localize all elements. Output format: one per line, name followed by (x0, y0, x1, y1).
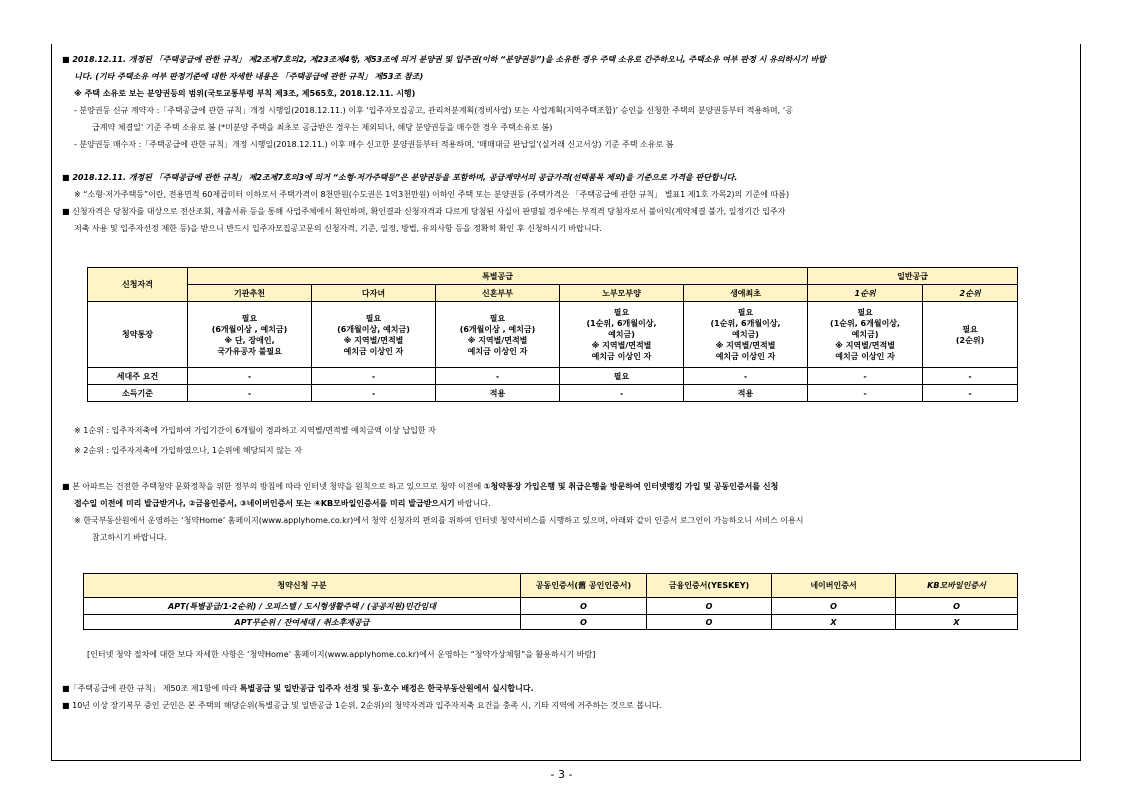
page-number: - 3 - (550, 768, 573, 781)
rank1-note: ※ 1순위 : 입주자저축에 가입하여 가입기간이 6개월이 경과하고 지역별/면적별 예치금액 이상 납입한 자 (74, 426, 436, 435)
notice1-line1: ■ 2018.12.11. 개정된 「주택공급에 관한 규칙」 제2조제7호의2, 제23조제4항, 제53조에 의거 분양권 및 입주권(이하 “분양권등”)을 소유한 경우 주택 소유로 간주하오니, 주택소유 여부 판정 시 유의하시기 바랍 (62, 55, 826, 64)
cert-cell: O (896, 598, 1018, 615)
notice2-line1: ■ 2018.12.11. 개정된 「주택공급에 관한 규칙」 제2조제7호의3에 의거 “소형·저가주택등”은 분양권등을 포함하며, 공급계약서의 공급가격(선택품목 제외)을 기준으로 가격을 판단합니다. (62, 173, 738, 182)
table-cell: - (808, 368, 923, 385)
cert-header: 금융인증서(YESKEY) (647, 574, 772, 598)
table-cell: 필요 (1순위, 6개월이상, 예치금) ※ 지역별/면적별 예치금 이상인 자 (560, 302, 684, 368)
table-cell: 필요 (1순위, 6개월이상, 예치금) ※ 지역별/면적별 예치금 이상인 자 (808, 302, 923, 368)
table-cell: 적용 (684, 385, 808, 402)
col-header: 다자녀 (312, 285, 436, 302)
col-header: 신혼부부 (436, 285, 560, 302)
row-label: 세대주 요건 (88, 368, 188, 385)
applyhome-note: [인터넷 청약 절차에 대한 보다 자세한 사항은 ‘청약Home’ 홈페이지(www.applyhome.co.kr)에서 운영하는 “청약가상체험”을 활용하시기 바람] (87, 650, 596, 659)
cert-row-label: APT(특별공급/1·2순위) / 오피스텔 / 도시형생활주택 / (공공지원)민간임대 (84, 598, 521, 615)
table-cell: 필요 (6개월이상, 예치금) ※ 지역별/면적별 예치금 이상인 자 (312, 302, 436, 368)
rank2-note: ※ 2순위 : 입주자저축에 가입하였으나, 1순위에 해당되지 않는 자 (74, 446, 302, 455)
col-header: 노부모부양 (560, 285, 684, 302)
notice1-line6: - 분양권등 매수자 :「주택공급에 관한 규칙」개정 시행일(2018.12.11.) 이후 매수 신고한 분양권등부터 적용하며, ‘매매대금 완납일’(실거래 신고서상) 기준 주택 소유로 봄 (74, 140, 674, 149)
notice1-line5: 급계약 체결일’ 기준 주택 소유로 봄 (*미분양 주택을 최초로 공급받은 경우는 제외되나, 해당 분양권등을 매수한 경우 주택소유로 봄) (92, 123, 553, 132)
row-label: 소득기준 (88, 385, 188, 402)
table-cell: - (436, 368, 560, 385)
cert-header: KB모바일인증서 (896, 574, 1018, 598)
table-cell: 필요 (2순위) (923, 302, 1018, 368)
col-header: 2순위 (923, 285, 1018, 302)
notice3-line1: ■ 본 아파트는 건전한 주택청약 문화정착을 위한 정부의 방침에 따라 인터넷 청약을 원칙으로 하고 있으므로 청약 이전에 ①청약통장 가입은행 및 취급은행을 방문하여 인터넷뱅킹 가입 및 공동인증서를 신청 (62, 482, 779, 491)
table-cell: - (188, 385, 312, 402)
cert-cell: O (647, 615, 772, 630)
notice3-line3: ※ 한국부동산원에서 운영하는 ‘청약Home’ 홈페이지(www.applyhome.co.kr)에서 청약 신청자의 편의를 위하여 인터넷 청약서비스를 시행하고 있으며, 아래와 같이 인증서 로그인이 가능하오니 서비스 이용시 (74, 516, 804, 525)
cert-header: 청약신청 구분 (84, 574, 521, 598)
table-cell: - (560, 385, 684, 402)
notice4-line1: ■「주택공급에 관한 규칙」 제50조 제1항에 따라 특별공급 및 일반공급 입주자 선정 및 동·호수 배정은 한국부동산원에서 실시합니다. (62, 684, 534, 693)
notice1-line2: 니다. (기타 주택소유 여부 판정기준에 대한 자세한 내용은 「주택공급에 관한 규칙」 제53조 참조) (74, 72, 424, 81)
table-cell: - (312, 368, 436, 385)
table-cell: - (684, 368, 808, 385)
notice3-line2: 접수일 이전에 미리 발급받거나, ②금융인증서, ③네이버인증서 또는 ④KB모바일인증서를 미리 발급받으시기 바랍니다. (74, 499, 491, 508)
table-cell: - (923, 368, 1018, 385)
table-cell: 적용 (436, 385, 560, 402)
notice3-line4: 참고하시기 바랍니다. (92, 533, 167, 542)
col-header: 생애최초 (684, 285, 808, 302)
table-cell: 필요 (6개월이상 , 예치금) ※ 단, 장애인, 국가유공자 불필요 (188, 302, 312, 368)
notice4-line2: ■ 10년 이상 장기복무 중인 군인은 본 주택의 해당순위(특별공급 및 일반공급 1순위, 2순위)의 청약자격과 입주자저축 요건을 충족 시, 기타 지역에 거주하는 것으로 봅니다. (62, 701, 663, 710)
certificate-table (83, 573, 1018, 630)
row-label: 청약통장 (88, 302, 188, 368)
table-cell: - (312, 385, 436, 402)
notice2-line2: ※ “소형·저가주택등”이란, 전용면적 60제곱미터 이하로서 주택가격이 8천만원(수도권은 1억3천만원) 이하인 주택 또는 분양권등 (주택가격은 「주택공급에 관한 규칙」 별표1 제1호 가목2)의 기준에 따름) (74, 190, 790, 199)
cert-cell: X (896, 615, 1018, 630)
eligibility-table (87, 267, 1018, 402)
table-cell: 필요 (560, 368, 684, 385)
table-cell: 필요 (6개월이상 , 예치금) ※ 지역별/면적별 예치금 이상인 자 (436, 302, 560, 368)
cert-cell: O (772, 598, 896, 615)
table-cell: 필요 (1순위, 6개월이상, 예치금) ※ 지역별/면적별 예치금 이상인 자 (684, 302, 808, 368)
cert-cell: O (521, 598, 647, 615)
cert-row-label: APT무순위 / 잔여세대 / 취소후재공급 (84, 615, 521, 630)
col-header: 기관추천 (188, 285, 312, 302)
notice2-line4: 저축 사용 및 입주자선정 제한 등)을 받으니 반드시 입주자모집공고문의 신청자격, 기준, 일정, 방법, 유의사항 등을 정확히 확인 후 신청하시기 바랍니다. (74, 224, 602, 233)
cert-header: 네이버인증서 (772, 574, 896, 598)
general-supply-header: 일반공급 (808, 268, 1018, 285)
cert-cell: X (772, 615, 896, 630)
cert-cell: O (521, 615, 647, 630)
table-cell: - (923, 385, 1018, 402)
table-cell: - (808, 385, 923, 402)
notice2-line3: ■ 신청자격은 당첨자를 대상으로 전산조회, 제출서류 등을 통해 사업주체에서 확인하며, 확인결과 신청자격과 다르게 당첨된 사실이 판명될 경우에는 부적격 당첨자로서 불이익(계약체결 불가, 일정기간 입주자 (62, 207, 786, 216)
cert-cell: O (647, 598, 772, 615)
col-header: 1순위 (808, 285, 923, 302)
table-cell: - (188, 368, 312, 385)
notice1-line4: - 분양권등 신규 계약자 :「주택공급에 관한 규칙」개정 시행일(2018.12.11.) 이후 ‘입주자모집공고, 관리처분계획(정비사업) 또는 사업계획(지역주택조합)’ 승인을 신청한 주택의 분양권등부터 적용하며, ‘공 (74, 106, 794, 115)
notice1-line3: ※ 주택 소유로 보는 분양권등의 범위(국토교통부령 부칙 제3조, 제565호, 2018.12.11. 시행) (74, 89, 416, 98)
cert-header: 공동인증서(舊 공인인증서) (521, 574, 647, 598)
eligibility-corner: 신청자격 (88, 268, 188, 302)
special-supply-header: 특별공급 (188, 268, 808, 285)
